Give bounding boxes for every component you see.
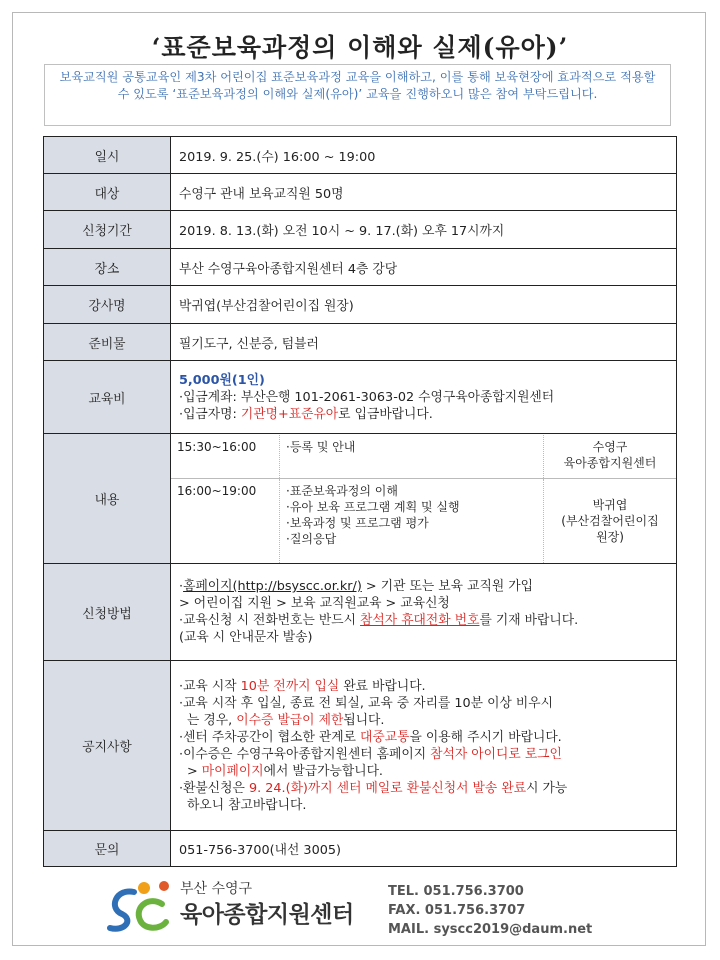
contact-fax: FAX. 051.756.3707 xyxy=(388,903,526,918)
schedule-table xyxy=(171,435,676,563)
row-fee xyxy=(44,361,677,434)
logo-title: 육아종합지원센터 xyxy=(180,902,354,928)
target-label: 대상 xyxy=(44,174,171,211)
center-logo xyxy=(104,872,374,942)
row-apply xyxy=(44,564,677,661)
target-value: 수영구 관내 보육교직원 50명 xyxy=(171,174,677,211)
fee-amount: 5,000원(1인) xyxy=(179,372,265,388)
footer xyxy=(0,872,720,942)
row-lecturer xyxy=(44,286,677,324)
homepage-link[interactable]: 홈페이지(http://bsyscc.or.kr/) xyxy=(183,579,362,594)
schedule-time: 15:30~16:00 xyxy=(171,435,280,479)
fee-account: ·입금계좌: 부산은행 101-2061-3063-02 수영구육아종합지원센터 xyxy=(179,389,555,405)
inquiry-label: 문의 xyxy=(44,831,171,867)
contact-info xyxy=(388,882,592,939)
row-notice xyxy=(44,661,677,831)
period-value: 2019. 8. 13.(화) 오전 10시 ~ 9. 17.(화) 오후 17시까지 xyxy=(171,211,677,249)
content-value xyxy=(171,434,677,564)
row-content xyxy=(44,434,677,564)
row-period xyxy=(44,211,677,249)
notice-value: ·교육 시작 10분 전까지 입실 완료 바랍니다. ·교육 시작 후 입실, 종료 전 퇴실, 교육 중 자리를 10분 이상 비우시 는 경우, 이수증 발급이 제한됩니다. ·센터 주차공간이 협소한 관계로 대중교통을 이용해 주시기 바랍니다. ·이수증은 수영구육아종합지원센터 홈페이지 참석자 아이디로 로그인 > 마이페이지에서 발급가능합니다. ·환불신청은 9. 24.(화)까지 센터 메일로 환불신청서 발송 완료시 가능 하오니 참고바랍니다. xyxy=(171,661,677,831)
date-label: 일시 xyxy=(44,137,171,174)
row-target xyxy=(44,174,677,211)
row-date xyxy=(44,137,677,174)
apply-label: 신청방법 xyxy=(44,564,171,661)
schedule-row xyxy=(171,435,676,479)
schedule-speaker: 수영구 육아종합지원센터 xyxy=(544,435,677,479)
supplies-label: 준비물 xyxy=(44,324,171,361)
lecturer-value: 박귀엽(부산검찰어린이집 원장) xyxy=(171,286,677,324)
schedule-items: ·등록 및 안내 xyxy=(280,435,544,479)
fee-label: 교육비 xyxy=(44,361,171,434)
row-place xyxy=(44,249,677,286)
contact-tel: TEL. 051.756.3700 xyxy=(388,884,524,899)
fee-depositor: ·입금자명: 기관명+표준유아로 입금바랍니다. xyxy=(179,406,433,422)
date-value: 2019. 9. 25.(수) 16:00 ~ 19:00 xyxy=(171,137,677,174)
apply-value: ·홈페이지(http://bsyscc.or.kr/) > 기관 또는 보육 교직원 가입 > 어린이집 지원 > 보육 교직원교육 > 교육신청 ·교육신청 시 전화번호는 반드시 참석자 휴대전화 번호를 기재 바랍니다. (교육 시 안내문자 발송) xyxy=(171,564,677,661)
inquiry-value: 051-756-3700(내선 3005) xyxy=(171,831,677,867)
logo-subtitle: 부산 수영구 xyxy=(180,881,253,897)
lecturer-label: 강사명 xyxy=(44,286,171,324)
place-value: 부산 수영구육아종합지원센터 4층 강당 xyxy=(171,249,677,286)
schedule-time: 16:00~19:00 xyxy=(171,479,280,563)
row-supplies xyxy=(44,324,677,361)
schedule-row xyxy=(171,479,676,563)
contact-mail: MAIL. syscc2019@daum.net xyxy=(388,922,593,937)
info-table xyxy=(43,136,677,867)
schedule-speaker: 박귀엽 (부산검찰어린이집 원장) xyxy=(561,497,659,544)
intro-box: 보육교직원 공통교육인 제3차 어린이집 표준보육과정 교육을 이해하고, 이를 통해 보육현장에 효과적으로 적용할 수 있도록 ‘표준보육과정의 이해와 실제(유아)’ 교육을 진행하오니 많은 참여 부탁드립니다. xyxy=(44,64,671,126)
supplies-value: 필기도구, 신분증, 텀블러 xyxy=(171,324,677,361)
fee-value xyxy=(171,361,677,434)
notice-label: 공지사항 xyxy=(44,661,171,831)
content-label: 내용 xyxy=(44,434,171,564)
logo-mark-icon xyxy=(104,878,178,938)
schedule-items: ·표준보육과정의 이해 ·유아 보육 프로그램 계획 및 실행 ·보육과정 및 프로그램 평가 ·질의응답 xyxy=(280,479,544,563)
row-inquiry xyxy=(44,831,677,867)
period-label: 신청기간 xyxy=(44,211,171,249)
place-label: 장소 xyxy=(44,249,171,286)
page-title: ‘표준보육과정의 이해와 실제(유아)’ xyxy=(151,33,569,62)
